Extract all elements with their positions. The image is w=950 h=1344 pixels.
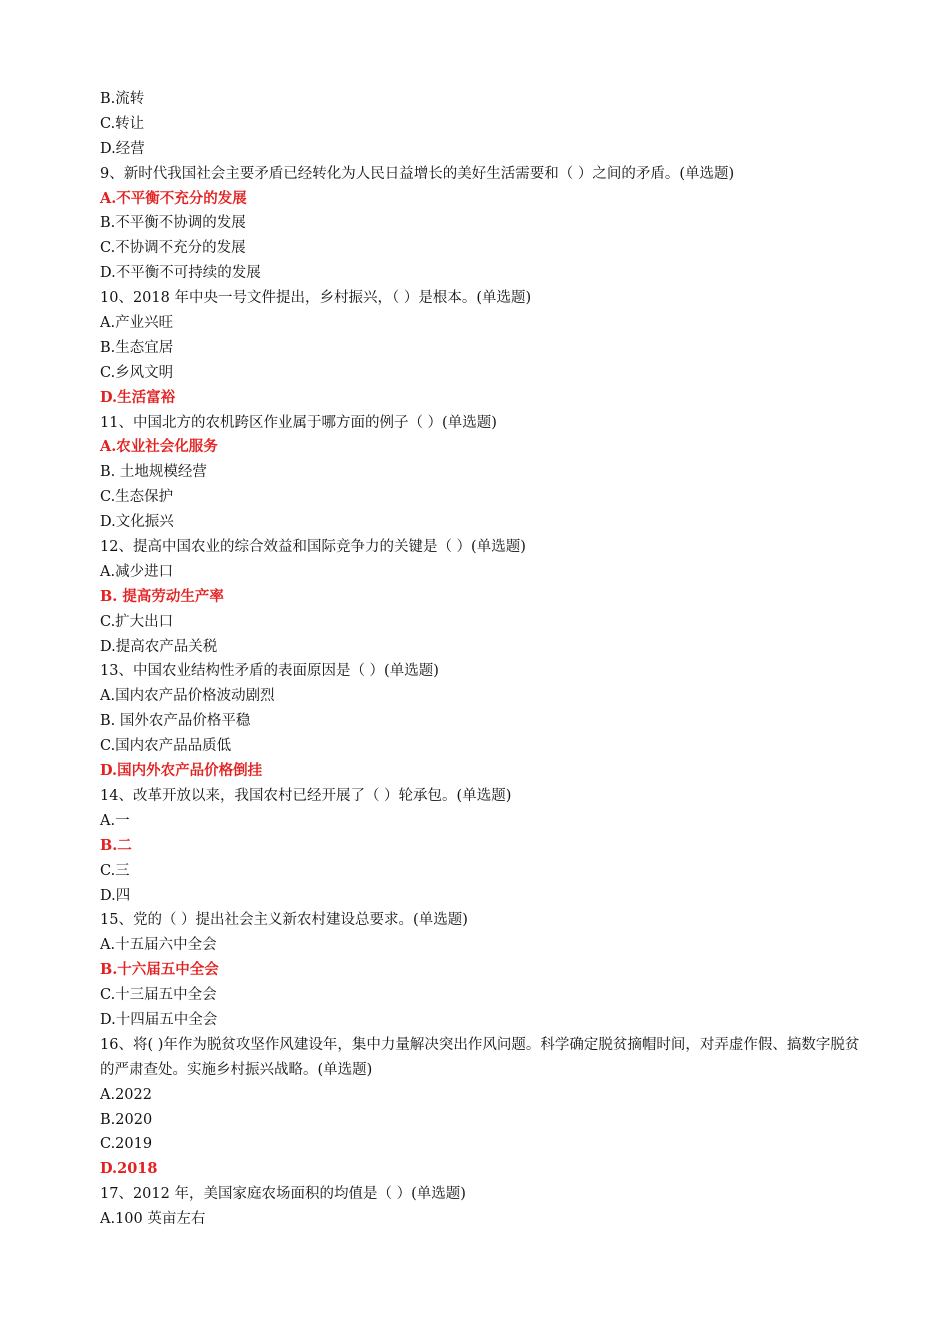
answer-option: B.流转	[100, 91, 145, 107]
answer-option: D.四	[100, 887, 131, 904]
correct-answer-option: D.2018	[100, 1160, 158, 1178]
answer-option: A.减少进口	[100, 563, 174, 580]
answer-option: C.十三届五中全会	[100, 987, 217, 1004]
question-list	[100, 87, 860, 1232]
question-text: 13、中国农业结构性矛盾的表面原因是（ ）(单选题)	[100, 663, 439, 680]
correct-answer-option: A.农业社会化服务	[100, 438, 218, 456]
correct-answer-option: D.国内外农产品价格倒挂	[100, 762, 263, 780]
answer-option: D.文化振兴	[100, 514, 174, 531]
answer-option: B. 土地规模经营	[100, 464, 207, 481]
answer-option: C.生态保护	[100, 489, 174, 506]
question-text: 10、2018 年中央一号文件提出，乡村振兴，（ ）是根本。(单选题)	[100, 290, 532, 307]
answer-option: A.国内农产品价格波动剧烈	[100, 688, 275, 705]
correct-answer-option: B.二	[100, 836, 132, 854]
answer-option: C.乡风文明	[100, 364, 174, 381]
answer-option: C.不协调不充分的发展	[100, 240, 246, 257]
correct-answer-option: A.不平衡不充分的发展	[100, 189, 247, 207]
answer-option: C.转让	[100, 115, 145, 132]
answer-option: C.国内农产品品质低	[100, 738, 232, 755]
answer-option: A.产业兴旺	[100, 315, 174, 332]
answer-option: B.生态宜居	[100, 339, 174, 356]
correct-answer-option: B.十六届五中全会	[100, 961, 219, 979]
answer-option: A.100 英亩左右	[100, 1211, 206, 1228]
answer-option: A.一	[100, 812, 130, 829]
question-text: 14、改革开放以来，我国农村已经开展了（ ）轮承包。(单选题)	[100, 787, 512, 804]
answer-option: C.2019	[100, 1136, 153, 1153]
question-text: 12、提高中国农业的综合效益和国际竞争力的关键是（ ）(单选题)	[100, 539, 526, 556]
question-text: 11、中国北方的农机跨区作业属于哪方面的例子（ ）(单选题)	[100, 414, 497, 431]
correct-answer-option: D.生活富裕	[100, 388, 176, 406]
answer-option: A.2022	[100, 1086, 152, 1103]
question-text: 16、将( )年作为脱贫攻坚作风建设年，集中力量解决突出作风问题。科学确定脱贫摘帽时间，对弄虚作假、搞数字脱贫的严肃查处。实施乡村振兴战略。(单选题)	[100, 1036, 860, 1078]
question-text: 9、新时代我国社会主要矛盾已经转化为人民日益增长的美好生活需要和（ ）之间的矛盾。(单选题)	[100, 165, 735, 182]
correct-answer-option: B. 提高劳动生产率	[100, 587, 224, 605]
answer-option: B. 国外农产品价格平稳	[100, 713, 251, 730]
question-text: 15、党的（ ）提出社会主义新农村建设总要求。(单选题)	[100, 912, 468, 929]
answer-option: D.经营	[100, 140, 145, 157]
answer-option: B.不平衡不协调的发展	[100, 215, 246, 232]
answer-option: B.2020	[100, 1111, 153, 1128]
answer-option: C.扩大出口	[100, 613, 174, 630]
answer-option: D.十四届五中全会	[100, 1011, 218, 1028]
answer-option: C.三	[100, 862, 130, 879]
question-text: 17、2012 年，美国家庭农场面积的均值是（ ）(单选题)	[100, 1186, 466, 1203]
answer-option: D.不平衡不可持续的发展	[100, 265, 261, 282]
answer-option: D.提高农产品关税	[100, 638, 218, 655]
answer-option: A.十五届六中全会	[100, 937, 217, 954]
